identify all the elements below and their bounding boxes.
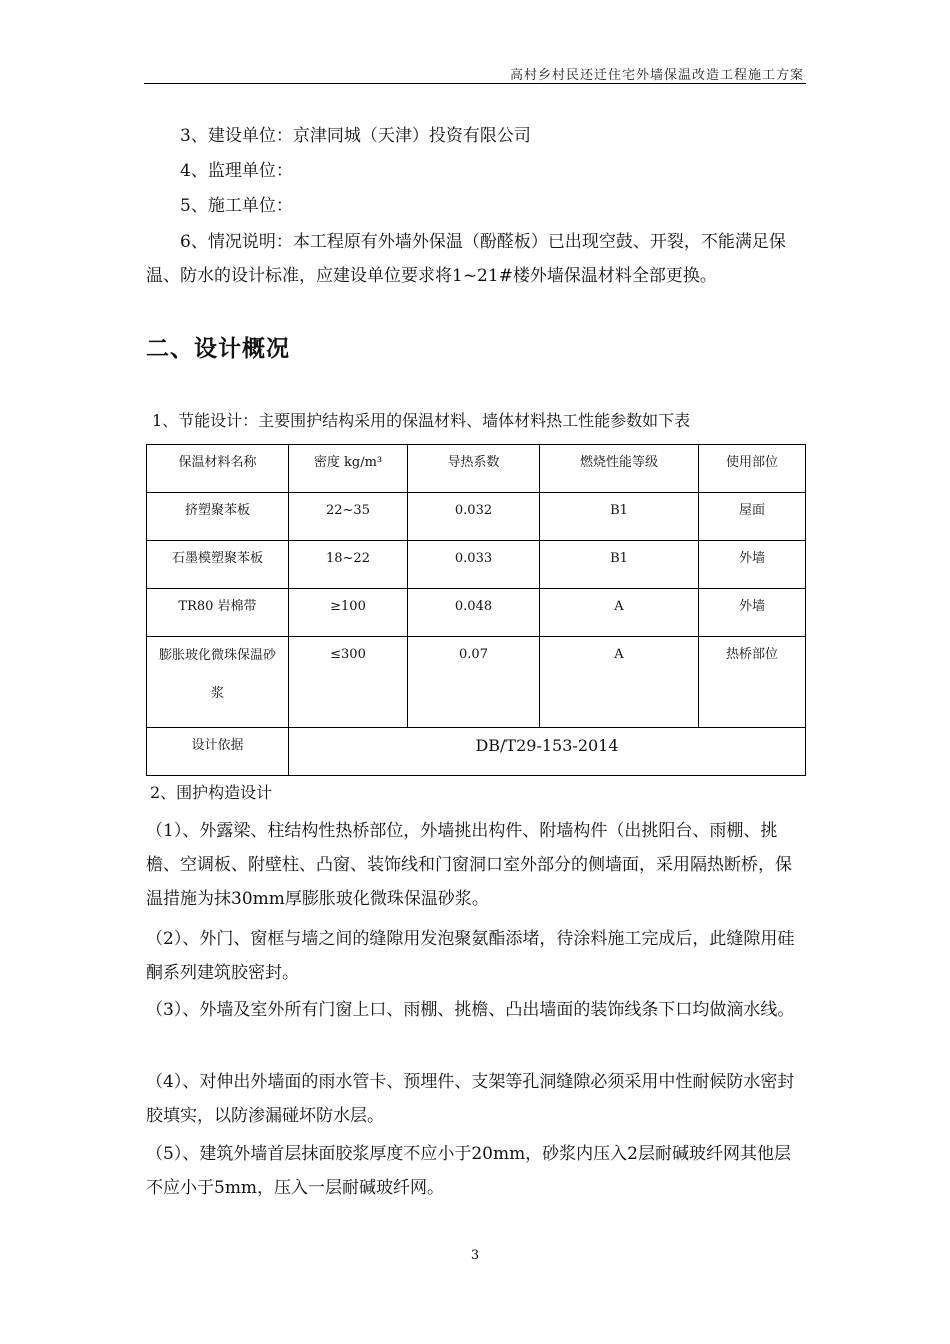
table-cell: ≥100 <box>289 589 408 637</box>
table-cell: 石墨模塑聚苯板 <box>147 541 289 589</box>
info-supervisor: 4、监理单位： <box>180 161 293 181</box>
table-header-cell: 使用部位 <box>699 445 806 493</box>
table-cell: TR80 岩棉带 <box>147 589 289 637</box>
table-cell: 22~35 <box>289 493 408 541</box>
table-header-cell: 导热系数 <box>408 445 540 493</box>
page-number: 3 <box>470 1248 480 1263</box>
table-cell: 热桥部位 <box>699 637 806 728</box>
table-cell: 18~22 <box>289 541 408 589</box>
table-header-row <box>147 445 806 493</box>
envelope-item-1: （1）、外露梁、柱结构性热桥部位，外墙挑出构件、附墙构件（出挑阳台、雨棚、挑檐、空调板、附壁柱、凸窗、装饰线和门窗洞口室外部分的侧墙面，采用隔热断桥，保温措施为抹30mm厚膨胀玻化微珠保温砂浆。 <box>146 821 792 909</box>
table-cell: 0.048 <box>408 589 540 637</box>
section-title: 二、设计概况 <box>146 336 290 362</box>
table-cell: 屋面 <box>699 493 806 541</box>
table-cell: 外墙 <box>699 541 806 589</box>
envelope-item-4: （4）、对伸出外墙面的雨水管卡、预埋件、支架等孔洞缝隙必须采用中性耐候防水密封胶填实，以防渗漏碰坏防水层。 <box>146 1072 795 1126</box>
table-row <box>147 493 806 541</box>
envelope-title: 2、围护构造设计 <box>150 783 273 802</box>
table-cell: 膨胀玻化微珠保温砂浆 <box>147 637 289 728</box>
basis-value: DB/T29-153-2014 <box>289 728 806 776</box>
table-cell: ≤300 <box>289 637 408 728</box>
thermal-params-table <box>146 444 806 776</box>
table-cell: B1 <box>540 493 699 541</box>
table-cell: A <box>540 589 699 637</box>
table-cell: A <box>540 637 699 728</box>
table-basis-row <box>147 728 806 776</box>
header-rule <box>144 83 806 84</box>
info-developer: 3、建设单位：京津同城（天津）投资有限公司 <box>180 126 531 146</box>
basis-label: 设计依据 <box>147 728 289 776</box>
table-cell: 0.032 <box>408 493 540 541</box>
table-cell: 0.033 <box>408 541 540 589</box>
table-cell: 挤塑聚苯板 <box>147 493 289 541</box>
table-cell: 0.07 <box>408 637 540 728</box>
envelope-item-2: （2）、外门、窗框与墙之间的缝隙用发泡聚氨酯添堵，待涂料施工完成后，此缝隙用硅酮系列建筑胶密封。 <box>146 929 795 983</box>
table-header-cell: 燃烧性能等级 <box>540 445 699 493</box>
table-row <box>147 589 806 637</box>
table-header-cell: 保温材料名称 <box>147 445 289 493</box>
envelope-item-5: （5）、建筑外墙首层抹面胶浆厚度不应小于20mm，砂浆内压入2层耐碱玻纤网其他层不应小于5mm，压入一层耐碱玻纤网。 <box>146 1144 792 1198</box>
energy-design-label: 1、节能设计：主要围护结构采用的保温材料、墙体材料热工性能参数如下表 <box>152 411 691 430</box>
running-header: 高村乡村民还迁住宅外墙保温改造工程施工方案 <box>509 68 804 83</box>
table-header-cell: 密度 kg/m³ <box>289 445 408 493</box>
table-cell: 外墙 <box>699 589 806 637</box>
table-cell: B1 <box>540 541 699 589</box>
envelope-item-3: （3）、外墙及室外所有门窗上口、雨棚、挑檐、凸出墙面的装饰线条下口均做滴水线。 <box>146 1000 795 1020</box>
info-description: 6、情况说明：本工程原有外墙外保温（酚醛板）已出现空鼓、开裂，不能满足保温、防水的设计标准，应建设单位要求将1~21#楼外墙保温材料全部更换。 <box>146 232 786 286</box>
table-row <box>147 541 806 589</box>
info-contractor: 5、施工单位： <box>180 196 293 216</box>
table-row <box>147 637 806 728</box>
